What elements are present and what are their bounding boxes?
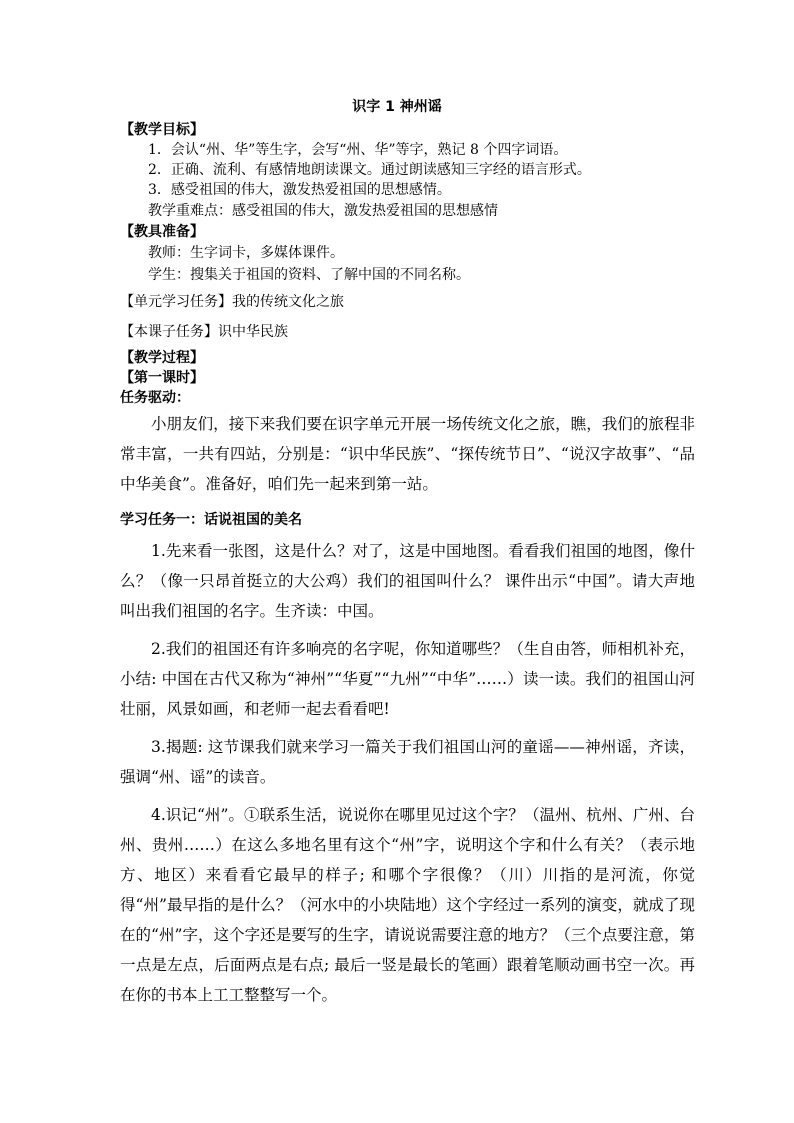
prep-heading: 【教具准备】 [120, 224, 204, 240]
unit-task: 【单元学习任务】我的传统文化之旅 [120, 294, 344, 310]
sub-task: 【本课子任务】识中华民族 [120, 324, 288, 340]
prep-teacher: 教师：生字词卡，多媒体课件。 [148, 245, 344, 261]
document-title: 识字 1 神州谣 [352, 99, 442, 115]
task1-paragraph: 2.我们的祖国还有许多响亮的名字呢，你知道哪些？（生自由答，师相机补充，小结: 中国在古代又称为“神州”“华夏”“九州”“中华”……）读一读。我们的祖国山河壮丽，风景如画，和老师一起去看看吧! [120, 640, 695, 718]
drive-text-block [120, 409, 695, 499]
task1-paragraph: 1.先来看一张图，这是什么？对了，这是中国地图。看看我们祖国的地图，像什么？（像一只昂首挺立的大公鸡）我们的祖国叫什么？ 课件出示“中国”。请大声地叫出我们祖国的名字。生齐读：中国。 [120, 542, 695, 620]
task1-body [120, 536, 695, 1010]
task1-heading: 学习任务一：话说祖国的美名 [120, 512, 302, 528]
prep-student: 学生：搜集关于祖国的资料、了解中国的不同名称。 [148, 267, 470, 283]
goal-item: 3．感受祖国的伟大，激发热爱祖国的思想感情。 [148, 182, 451, 198]
drive-heading: 任务驱动： [120, 390, 190, 406]
task1-paragraph: 3.揭题: 这节课我们就来学习一篇关于我们祖国山河的童谣——神州谣，齐读，强调“州、谣”的读音。 [120, 738, 695, 786]
goal-item: 1．会认“州、华”等生字，会写“州、华”等字，熟记 8 个四字词语。 [148, 142, 568, 158]
lesson-heading: 【第一课时】 [120, 370, 204, 386]
goal-item: 2．正确、流利、有感情地朗读课文。通过朗读感知三字经的语言形式。 [148, 162, 591, 178]
key-difficulty: 教学重难点：感受祖国的伟大，激发热爱祖国的思想感情 [148, 203, 498, 219]
goals-heading: 【教学目标】 [120, 122, 204, 138]
drive-text: 小朋友们，接下来我们要在识字单元开展一场传统文化之旅，瞧，我们的旅程非常丰富，一共有四站，分别是：“识中华民族”、“探传统节日”、“说汉字故事”、“品中华美食”。准备好，咱们先一起来到第一站。 [120, 415, 695, 493]
task1-paragraph: 4.识记“州”。①联系生活，说说你在哪里见过这个字？（温州、杭州、广州、台州、贵州……）在这么多地名里有这个“州”字，说明这个字和什么有关？（表示地方、地区）来看看它最早的样子; 和哪个字很像？（川）川指的是河流，你觉得“州”最早指的是什么？（河水中的小块陆地）这个字经过一系列的演变，就成了现在的“州”字，这个字还是要写的生字，请说说需要注意的地方？（三个点要注意，第一点是左点，后面两点是右点; 最后一竖是最长的笔画）跟着笔顺动画书空一次。再在你的书本上工工整整写一个。 [120, 806, 695, 1004]
process-heading: 【教学过程】 [120, 350, 204, 366]
